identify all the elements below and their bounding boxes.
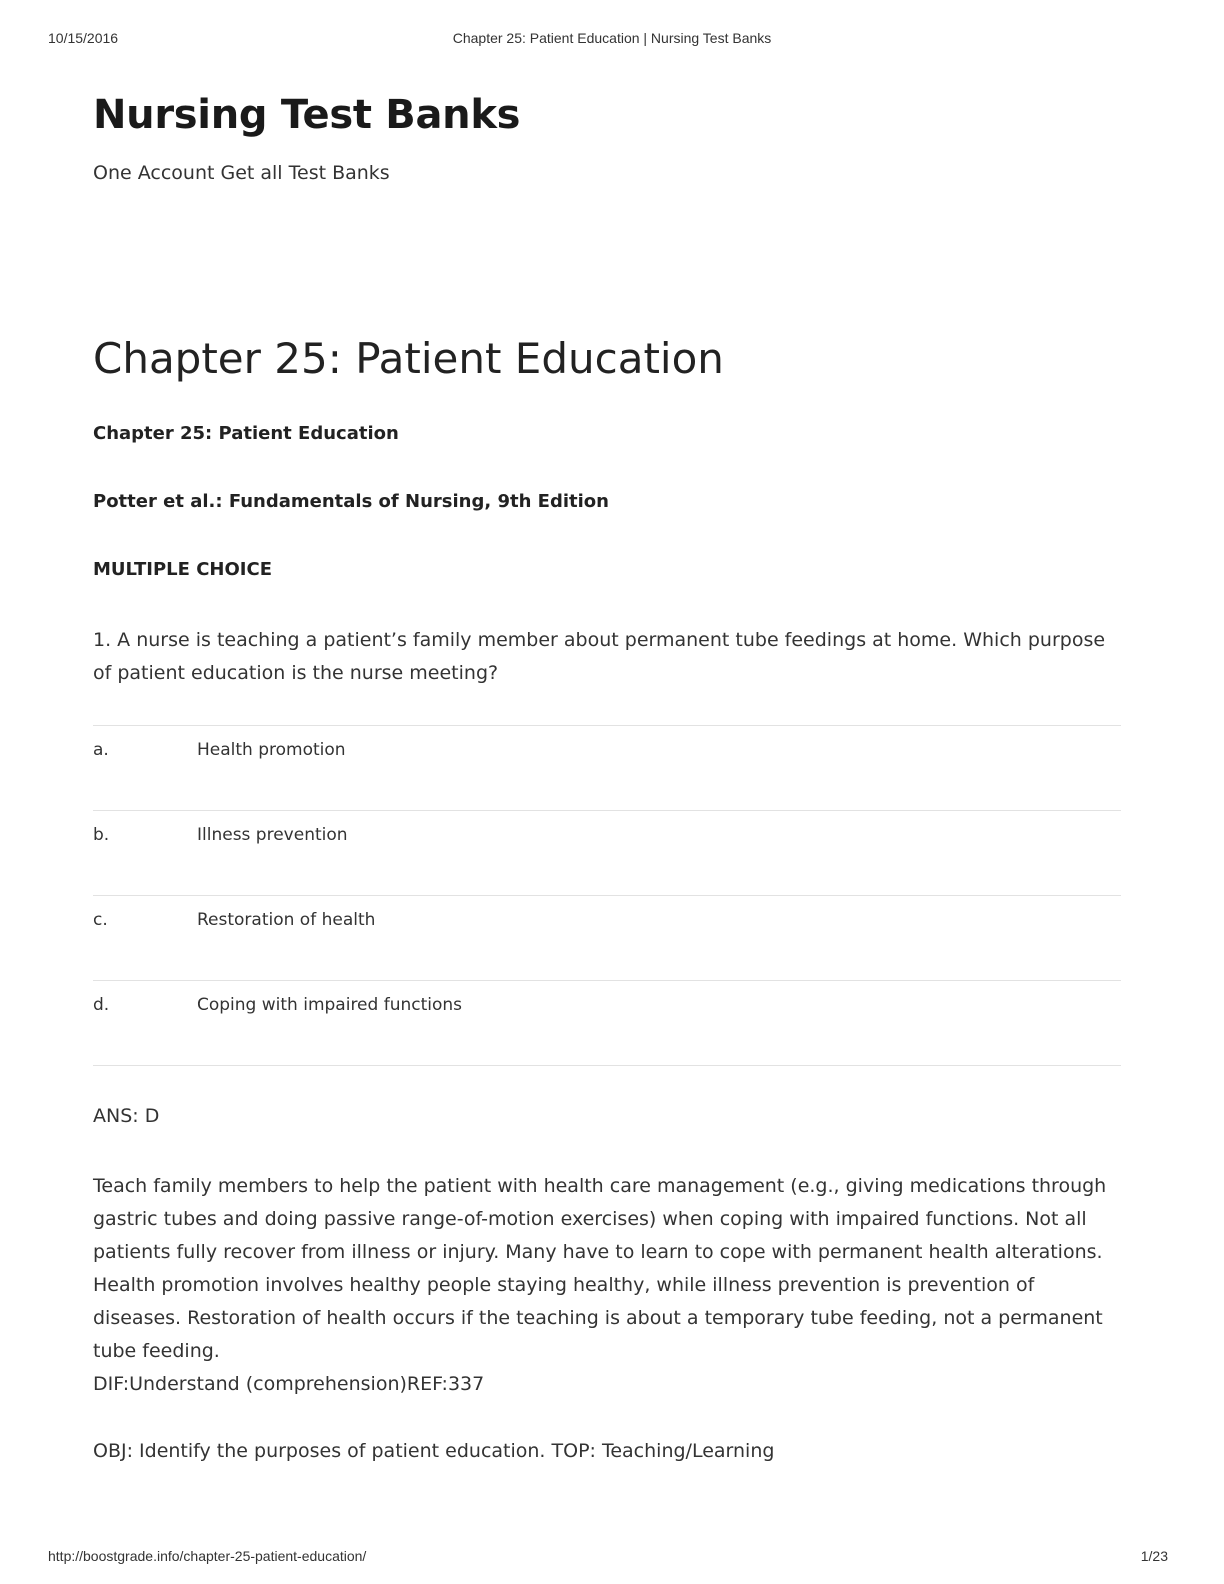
choice-letter: c. [93,910,108,930]
choice-row [93,896,1121,981]
choice-letter: a. [93,740,109,760]
question-text: 1. A nurse is teaching a patient’s family member about permanent tube feedings at home. Which purpose of patient education is the nurse meeting? [93,629,1106,684]
book-reference: Potter et al.: Fundamentals of Nursing, 9th Edition [93,491,609,512]
chapter-heading: Chapter 25: Patient Education [93,423,399,444]
choices-table [93,725,1121,1066]
choice-row [93,726,1121,811]
objective-topic: OBJ: Identify the purposes of patient education. TOP: Teaching/Learning [93,1440,775,1462]
rationale-text: Teach family members to help the patient with health care management (e.g., giving medications through gastric tubes and doing passive range-of-motion exercises) when coping with impaired functions. Not all patients fully recover from illness or injury. Many have to learn to cope with permanent health alterations. Health promotion involves healthy people staying healthy, while illness prevention is prevention of diseases. Restoration of health occurs if the teaching is about a temporary tube feeding, not a permanent tube feeding. [93,1175,1107,1362]
choice-letter: b. [93,825,110,845]
print-header [48,30,1176,50]
choice-text: Health promotion [197,740,346,760]
site-tagline: One Account Get all Test Banks [93,162,390,184]
choice-text: Restoration of health [197,910,376,930]
print-page-title: Chapter 25: Patient Education | Nursing Test Banks [452,30,772,46]
section-heading: MULTIPLE CHOICE [93,559,272,580]
print-date: 10/15/2016 [48,30,119,46]
difficulty-reference: DIF:Understand (comprehension)REF:337 [93,1373,485,1395]
choice-text: Illness prevention [197,825,348,845]
print-page-number: 1/23 [1140,1548,1168,1564]
site-title-link[interactable]: Nursing Test Banks [93,92,521,138]
choice-text: Coping with impaired functions [197,995,463,1015]
choice-row [93,981,1121,1066]
article-title: Chapter 25: Patient Education [93,334,724,383]
print-footer [48,1548,1176,1568]
print-url: http://boostgrade.info/chapter-25-patient-education/ [48,1548,367,1564]
choice-letter: d. [93,995,110,1015]
choice-row [93,811,1121,896]
answer-line: ANS: D [93,1105,160,1127]
